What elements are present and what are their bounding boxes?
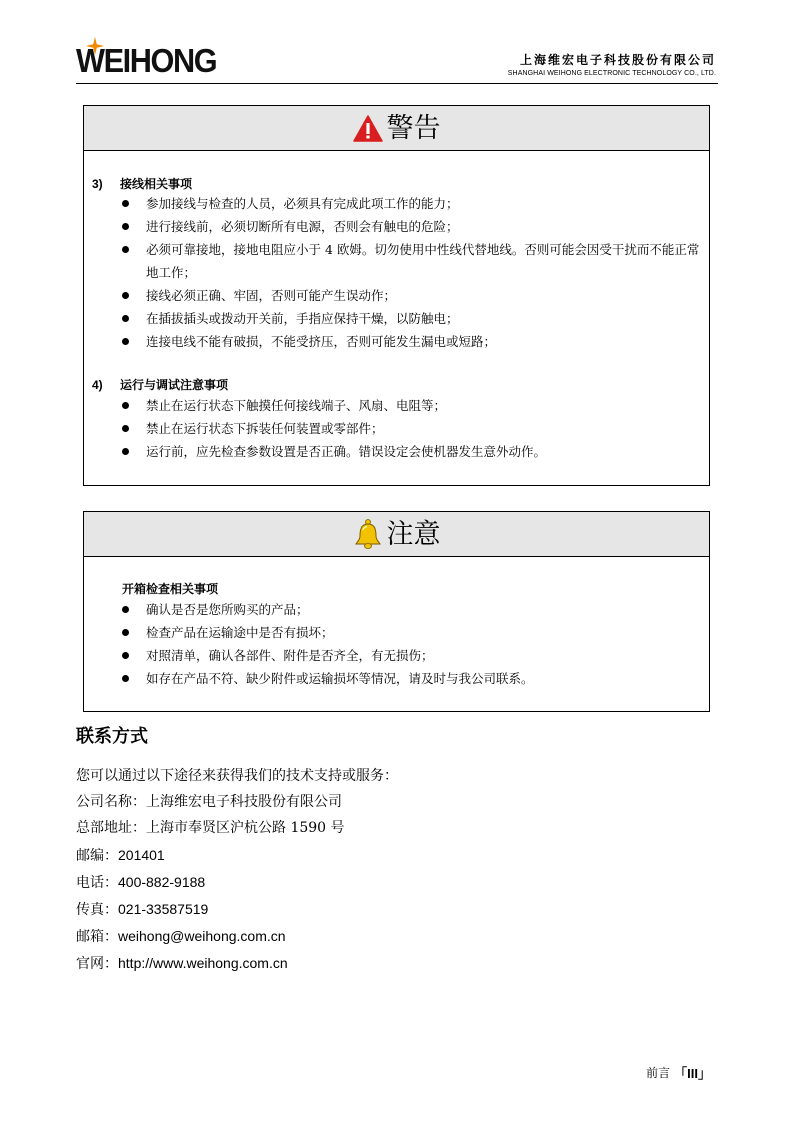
section-title bbox=[92, 376, 228, 393]
warning-header bbox=[84, 106, 709, 151]
fax-label: 传真： bbox=[76, 902, 118, 919]
list-item: 进行接线前，必须切断所有电源，否则会有触电的危险； bbox=[119, 215, 704, 238]
section-number: 3) bbox=[92, 177, 103, 191]
contact-phone bbox=[76, 869, 398, 896]
list-item: 确认是否是您所购买的产品； bbox=[119, 598, 704, 621]
section-title bbox=[92, 175, 192, 192]
phone-label: 电话： bbox=[76, 874, 118, 891]
weihong-logo bbox=[76, 38, 246, 80]
contact-company bbox=[76, 789, 398, 815]
contact-zip bbox=[76, 842, 398, 869]
notice-header bbox=[84, 512, 709, 557]
list-item: 接线必须正确、牢固，否则可能产生误动作； bbox=[119, 284, 704, 307]
contact-info bbox=[76, 763, 398, 978]
zip-value: 201401 bbox=[118, 846, 165, 863]
phone-value: 400-882-9188 bbox=[118, 873, 206, 890]
list-item: 禁止在运行状态下拆装任何装置或零部件； bbox=[119, 417, 704, 440]
web-label: 官网： bbox=[76, 956, 118, 973]
section-title-text: 运行与调试注意事项 bbox=[120, 378, 229, 392]
warning-title: 警告 bbox=[386, 112, 441, 144]
section-title-text: 开箱检查相关事项 bbox=[122, 582, 219, 596]
list-item: 参加接线与检查的人员，必须具有完成此项工作的能力； bbox=[119, 192, 704, 215]
wiring-list bbox=[119, 192, 704, 353]
operation-list bbox=[119, 394, 704, 463]
list-item: 必须可靠接地，接地电阻应小于 4 欧姆。切勿使用中性线代替地线。否则可能会因受干扰而不能正常地工作； bbox=[119, 238, 704, 284]
list-item: 连接电线不能有破损，不能受挤压，否则可能发生漏电或短路； bbox=[119, 330, 704, 353]
bell-icon bbox=[353, 518, 383, 550]
page-footer bbox=[646, 1063, 711, 1082]
contact-intro: 您可以通过以下途径来获得我们的技术支持或服务： bbox=[76, 768, 398, 784]
unboxing-list bbox=[119, 598, 704, 690]
list-item: 禁止在运行状态下触摸任何接线端子、风扇、电阻等； bbox=[119, 394, 704, 417]
company-label: 公司名称： bbox=[76, 794, 146, 811]
footer-section: 前言 bbox=[646, 1066, 671, 1080]
list-item: 对照清单，确认各部件、附件是否齐全，有无损伤； bbox=[119, 644, 704, 667]
email-label: 邮箱： bbox=[76, 929, 118, 946]
section-number: 4) bbox=[92, 378, 103, 392]
company-value: 上海维宏电子科技股份有限公司 bbox=[146, 794, 342, 811]
website-link[interactable]: http://www.weihong.com.cn bbox=[118, 955, 288, 972]
warning-icon bbox=[353, 115, 383, 142]
address-value: 上海市奉贤区沪杭公路 1590 号 bbox=[146, 820, 345, 837]
notice-title: 注意 bbox=[386, 518, 441, 550]
page-number: 「III」 bbox=[674, 1066, 711, 1081]
contact-email bbox=[76, 923, 398, 950]
email-link[interactable]: weihong@weihong.com.cn bbox=[118, 928, 286, 945]
contact-address bbox=[76, 815, 398, 841]
company-name-cn: 上海维宏电子科技股份有限公司 bbox=[519, 53, 716, 67]
section-title-text: 接线相关事项 bbox=[120, 177, 193, 191]
list-item: 检查产品在运输途中是否有损坏； bbox=[119, 621, 704, 644]
contact-heading: 联系方式 bbox=[76, 726, 148, 747]
list-item: 如存在产品不符、缺少附件或运输损坏等情况，请及时与我公司联系。 bbox=[119, 667, 704, 690]
section-title bbox=[122, 580, 218, 597]
list-item: 在插拔插头或拨动开关前，手指应保持干燥，以防触电； bbox=[119, 307, 704, 330]
page-header bbox=[76, 38, 718, 84]
company-name-en: SHANGHAI WEIHONG ELECTRONIC TECHNOLOGY CO., LTD. bbox=[507, 70, 716, 77]
address-label: 总部地址： bbox=[76, 820, 146, 837]
contact-fax bbox=[76, 896, 398, 923]
logo-text: WEIHONG bbox=[76, 42, 217, 79]
contact-website bbox=[76, 950, 398, 977]
fax-value: 021-33587519 bbox=[118, 901, 209, 918]
zip-label: 邮编： bbox=[76, 847, 118, 864]
list-item: 运行前，应先检查参数设置是否正确。错误设定会使机器发生意外动作。 bbox=[119, 440, 704, 463]
